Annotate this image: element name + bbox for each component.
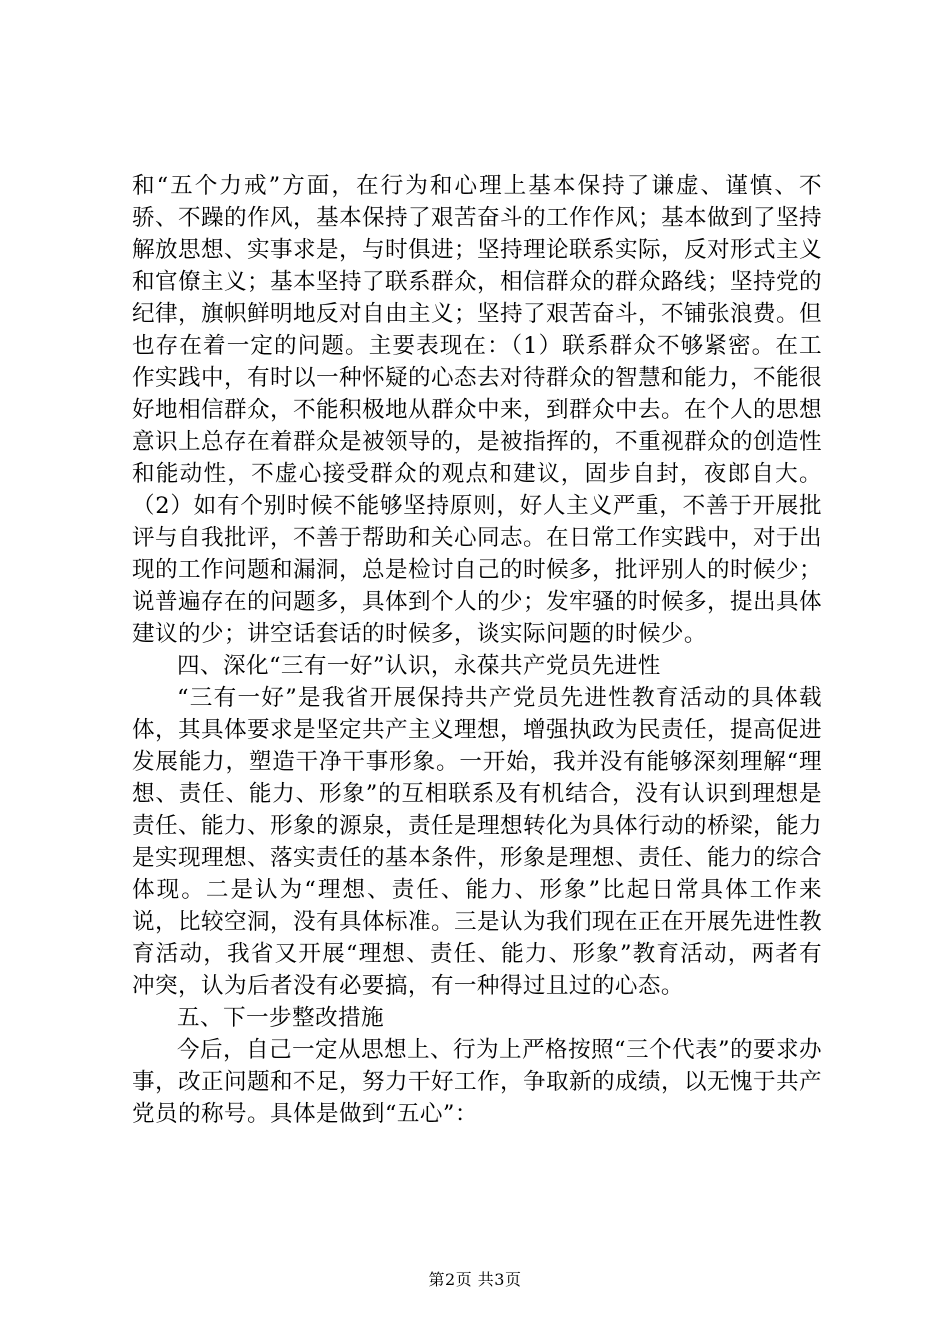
paragraph-section-5: 今后，自己一定从思想上、行为上严格按照“三个代表”的要求办事，改正问题和不足，努力干好工作，争取新的成绩，以无愧于共产党员的称号。具体是做到“五心”： xyxy=(132,1037,822,1127)
section-heading-4: 四、深化“三有一好”认识，永葆共产党员先进性 xyxy=(177,653,661,679)
page-number: 第2页 共3页 xyxy=(428,1270,522,1289)
paragraph-section-4: “三有一好”是我省开展保持共产党员先进性教育活动的具体载体，其具体要求是坚定共产主义理想，增强执政为民责任，提高促进发展能力，塑造干净干事形象。一开始，我并没有能够深刻理解“理想、责任、能力、形象”的互相联系及有机结合，没有认识到理想是责任、能力、形象的源泉，责任是理想转化为具体行动的桥梁，能力是实现理想、落实责任的基本条件，形象是理想、责任、能力的综合体现。二是认为“理想、责任、能力、形象”比起日常具体工作来说，比较空洞，没有具体标准。三是认为我们现在正在开展先进性教育活动，我省又开展“理想、责任、能力、形象”教育活动，两者有冲突，认为后者没有必要搞，有一种得过且过的心态。 xyxy=(132,685,822,999)
document-body xyxy=(132,170,822,1130)
paragraph-continuation: 和“五个力戒”方面，在行为和心理上基本保持了谦虚、谨慎、不骄、不躁的作风，基本保持了艰苦奋斗的工作作风；基本做到了坚持解放思想、实事求是，与时俱进；坚持理论联系实际，反对形式主义和官僚主义；基本坚持了联系群众，相信群众的群众路线；坚持党的纪律，旗帜鲜明地反对自由主义；坚持了艰苦奋斗，不铺张浪费。但也存在着一定的问题。主要表现在：（1）联系群众不够紧密。在工作实践中，有时以一种怀疑的心态去对待群众的智慧和能力，不能很好地相信群众，不能积极地从群众中来，到群众中去。在个人的思想意识上总存在着群众是被领导的，是被指挥的，不重视群众的创造性和能动性，不虚心接受群众的观点和建议，固步自封，夜郎自大。（2）如有个别时候不能够坚持原则，好人主义严重，不善于开展批评与自我批评，不善于帮助和关心同志。在日常工作实践中，对于出现的工作问题和漏洞，总是检讨自己的时候多，批评别人的时候少；说普遍存在的问题多，具体到个人的少；发牢骚的时候多，提出具体建议的少；讲空话套话的时候多，谈实际问题的时候少。 xyxy=(132,173,822,647)
section-heading-5: 五、下一步整改措施 xyxy=(177,1005,384,1031)
